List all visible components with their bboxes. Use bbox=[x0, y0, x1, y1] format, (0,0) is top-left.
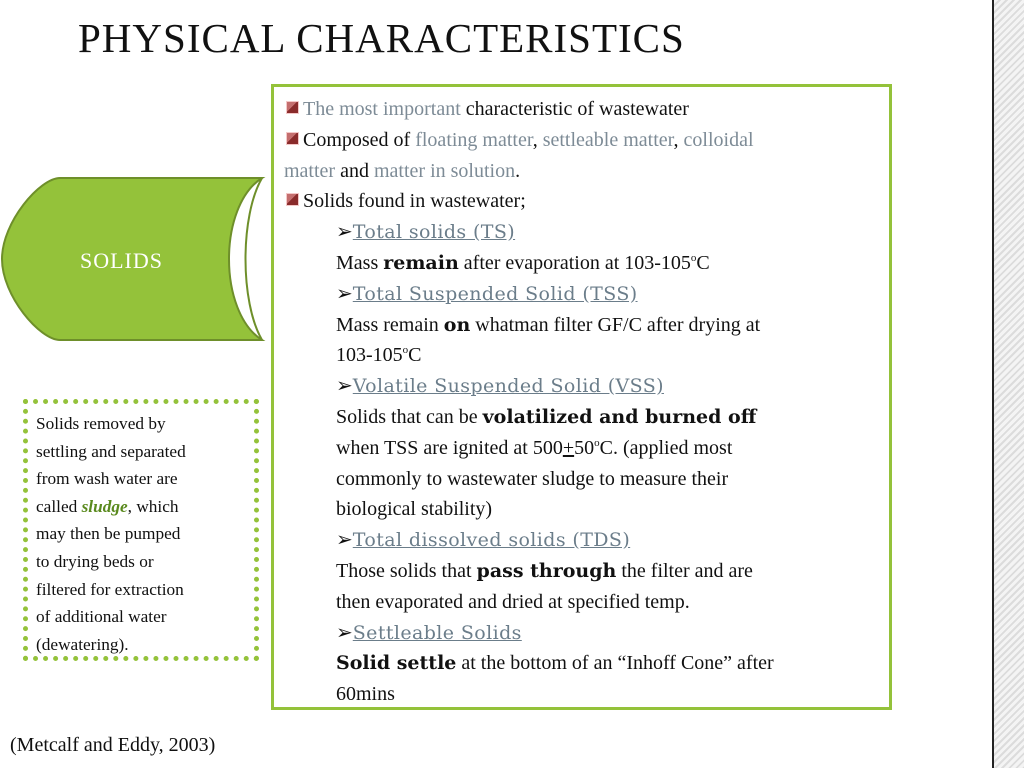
citation: (Metcalf and Eddy, 2003) bbox=[10, 734, 216, 756]
heading-settleable-solids: ➢Settleable Solids bbox=[336, 621, 522, 644]
solids-label: SOLIDS bbox=[80, 248, 164, 273]
heading-total-suspended-solid: ➢Total Suspended Solid (TSS) bbox=[336, 282, 638, 305]
tss-description-cont: 103-105$^o$C bbox=[336, 344, 422, 367]
settleable-description: Solid settle at the bottom of an “Inhoff Cone” after bbox=[336, 652, 774, 675]
ts-description: Mass remain after evaporation at 103-105$^o$C bbox=[336, 251, 710, 274]
arrow-bullet-icon: ➢ bbox=[336, 529, 353, 552]
red-square-bullet-icon bbox=[286, 132, 299, 145]
page-title: PHYSICAL CHARACTERISTICS bbox=[78, 15, 685, 61]
vss-description-2: when TSS are ignited at $500+50^oC$. (applied most bbox=[336, 436, 733, 459]
vss-description-3: commonly to wastewater sludge to measure their bbox=[336, 467, 729, 490]
arrow-bullet-icon: ➢ bbox=[336, 375, 353, 398]
arrow-bullet-icon: ➢ bbox=[336, 621, 353, 644]
composed-continuation: matter and matter in solution. bbox=[284, 159, 521, 182]
bullet-line-composed: Composed of floating matter, settleable matter, colloidal bbox=[284, 125, 884, 156]
sludge-term: sludge bbox=[81, 496, 128, 516]
tds-description: Those solids that pass through the filter and are bbox=[336, 559, 753, 582]
tss-description: Mass remain on whatman filter GF/C after drying at bbox=[336, 313, 761, 336]
tds-description-2: then evaporated and dried at specified temp. bbox=[336, 590, 690, 613]
heading-total-solids: ➢Total solids (TS) bbox=[336, 221, 516, 244]
content-text bbox=[284, 94, 884, 710]
bullet-line-most-important: The most important characteristic of wastewater bbox=[284, 94, 884, 125]
vss-description: Solids that can be volatilized and burned off bbox=[336, 405, 757, 428]
decorative-side-strip bbox=[992, 0, 1024, 768]
heading-volatile-suspended-solid: ➢Volatile Suspended Solid (VSS) bbox=[336, 375, 664, 398]
arrow-bullet-icon: ➢ bbox=[336, 282, 353, 305]
bullet-line-solids-found: Solids found in wastewater; bbox=[284, 186, 884, 217]
settleable-description-2: 60mins bbox=[336, 683, 395, 706]
heading-total-dissolved-solids: ➢Total dissolved solids (TDS) bbox=[336, 529, 631, 552]
vss-description-4: biological stability) bbox=[336, 498, 493, 521]
arrow-bullet-icon: ➢ bbox=[336, 221, 353, 244]
sludge-note-text: Solids removed by settling and separated from wash water are called sludge, which may then be pumped to drying beds or filtered for extraction of additional water (dewatering). bbox=[36, 414, 186, 654]
red-square-bullet-icon bbox=[286, 193, 299, 206]
red-square-bullet-icon bbox=[286, 101, 299, 114]
